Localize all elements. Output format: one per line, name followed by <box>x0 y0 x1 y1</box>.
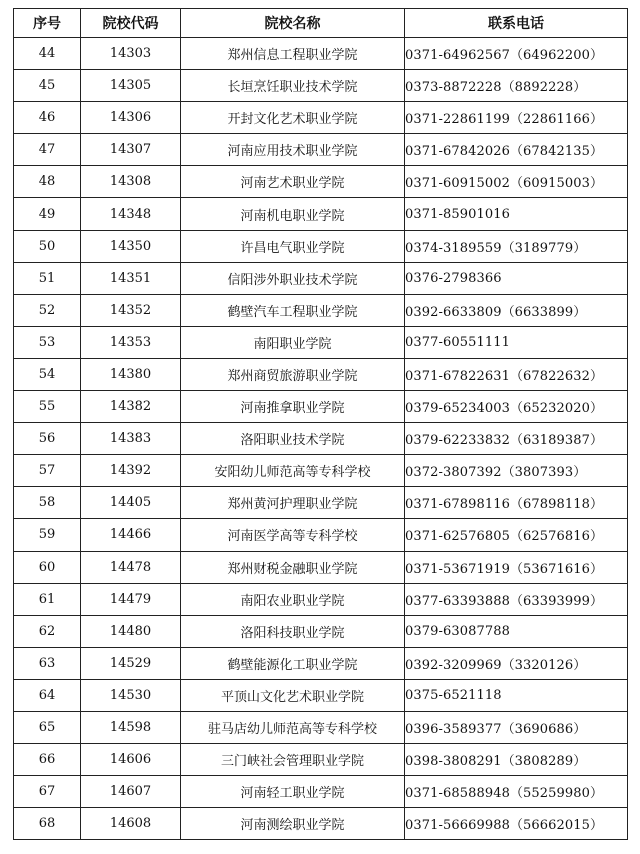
table-row <box>14 679 628 711</box>
college-code-cell: 14353 <box>81 326 181 358</box>
college-name-cell: 长垣烹饪职业技术学院 <box>181 70 405 102</box>
table-row <box>14 744 628 776</box>
table-row <box>14 487 628 519</box>
serial-number-cell: 65 <box>14 711 81 743</box>
serial-number-cell: 67 <box>14 776 81 808</box>
serial-number-cell: 58 <box>14 487 81 519</box>
serial-number-cell: 48 <box>14 166 81 198</box>
college-name-cell: 平顶山文化艺术职业学院 <box>181 679 405 711</box>
college-code-cell: 14479 <box>81 583 181 615</box>
table-body <box>14 38 628 840</box>
contact-phone-cell: 0377-63393888（63393999） <box>405 583 628 615</box>
contact-phone-cell: 0392-6633809（6633899） <box>405 294 628 326</box>
contact-phone-cell: 0371-85901016 <box>405 198 628 230</box>
college-code-cell: 14606 <box>81 744 181 776</box>
college-name-cell: 河南艺术职业学院 <box>181 166 405 198</box>
college-code-cell: 14405 <box>81 487 181 519</box>
college-code-cell: 14480 <box>81 615 181 647</box>
serial-number-cell: 64 <box>14 679 81 711</box>
college-name-cell: 安阳幼儿师范高等专科学校 <box>181 455 405 487</box>
table-row <box>14 519 628 551</box>
table-row <box>14 262 628 294</box>
serial-number-cell: 54 <box>14 358 81 390</box>
contact-phone-cell: 0376-2798366 <box>405 262 628 294</box>
college-code-cell: 14352 <box>81 294 181 326</box>
table-row <box>14 711 628 743</box>
table-row <box>14 358 628 390</box>
contact-phone-cell: 0396-3589377（3690686） <box>405 711 628 743</box>
serial-number-cell: 63 <box>14 647 81 679</box>
contact-phone-cell: 0375-6521118 <box>405 679 628 711</box>
table-row <box>14 166 628 198</box>
contact-phone-cell: 0379-62233832（63189387） <box>405 423 628 455</box>
contact-phone-cell: 0371-67822631（67822632） <box>405 358 628 390</box>
table-row <box>14 808 628 840</box>
table-row <box>14 134 628 166</box>
contact-phone-cell: 0371-56669988（56662015） <box>405 808 628 840</box>
serial-number-cell: 68 <box>14 808 81 840</box>
header-college-code: 院校代码 <box>81 9 181 38</box>
college-name-cell: 开封文化艺术职业学院 <box>181 102 405 134</box>
table-row <box>14 102 628 134</box>
college-code-cell: 14305 <box>81 70 181 102</box>
college-code-cell: 14351 <box>81 262 181 294</box>
header-serial-number: 序号 <box>14 9 81 38</box>
college-code-cell: 14598 <box>81 711 181 743</box>
college-name-cell: 河南轻工职业学院 <box>181 776 405 808</box>
college-code-cell: 14348 <box>81 198 181 230</box>
serial-number-cell: 52 <box>14 294 81 326</box>
college-code-cell: 14383 <box>81 423 181 455</box>
college-code-cell: 14350 <box>81 230 181 262</box>
college-code-cell: 14530 <box>81 679 181 711</box>
contact-phone-cell: 0377-60551111 <box>405 326 628 358</box>
table-row <box>14 455 628 487</box>
college-name-cell: 信阳涉外职业技术学院 <box>181 262 405 294</box>
serial-number-cell: 60 <box>14 551 81 583</box>
serial-number-cell: 61 <box>14 583 81 615</box>
table-row <box>14 551 628 583</box>
college-code-cell: 14382 <box>81 391 181 423</box>
college-code-cell: 14392 <box>81 455 181 487</box>
college-name-cell: 南阳职业学院 <box>181 326 405 358</box>
table-row <box>14 647 628 679</box>
contact-phone-cell: 0392-3209969（3320126） <box>405 647 628 679</box>
college-code-cell: 14466 <box>81 519 181 551</box>
college-name-cell: 南阳农业职业学院 <box>181 583 405 615</box>
contact-phone-cell: 0371-68588948（55259980） <box>405 776 628 808</box>
college-name-cell: 鹤壁汽车工程职业学院 <box>181 294 405 326</box>
contact-phone-cell: 0398-3808291（3808289） <box>405 744 628 776</box>
serial-number-cell: 53 <box>14 326 81 358</box>
contact-phone-cell: 0379-63087788 <box>405 615 628 647</box>
college-name-cell: 鹤壁能源化工职业学院 <box>181 647 405 679</box>
college-name-cell: 郑州商贸旅游职业学院 <box>181 358 405 390</box>
college-code-cell: 14607 <box>81 776 181 808</box>
college-name-cell: 洛阳职业技术学院 <box>181 423 405 455</box>
contact-phone-cell: 0371-62576805（62576816） <box>405 519 628 551</box>
college-name-cell: 郑州信息工程职业学院 <box>181 38 405 70</box>
college-name-cell: 河南医学高等专科学校 <box>181 519 405 551</box>
college-name-cell: 河南测绘职业学院 <box>181 808 405 840</box>
contact-phone-cell: 0374-3189559（3189779） <box>405 230 628 262</box>
table-row <box>14 776 628 808</box>
table-header-row <box>14 9 628 38</box>
contact-phone-cell: 0371-67898116（67898118） <box>405 487 628 519</box>
college-contact-table <box>13 8 628 840</box>
table-row <box>14 615 628 647</box>
college-name-cell: 郑州财税金融职业学院 <box>181 551 405 583</box>
college-code-cell: 14529 <box>81 647 181 679</box>
serial-number-cell: 51 <box>14 262 81 294</box>
college-name-cell: 河南机电职业学院 <box>181 198 405 230</box>
college-name-cell: 河南应用技术职业学院 <box>181 134 405 166</box>
contact-phone-cell: 0372-3807392（3807393） <box>405 455 628 487</box>
table-row <box>14 230 628 262</box>
table-row <box>14 38 628 70</box>
header-college-name: 院校名称 <box>181 9 405 38</box>
contact-phone-cell: 0379-65234003（65232020） <box>405 391 628 423</box>
serial-number-cell: 66 <box>14 744 81 776</box>
college-name-cell: 河南推拿职业学院 <box>181 391 405 423</box>
contact-phone-cell: 0371-64962567（64962200） <box>405 38 628 70</box>
serial-number-cell: 45 <box>14 70 81 102</box>
college-code-cell: 14380 <box>81 358 181 390</box>
college-name-cell: 洛阳科技职业学院 <box>181 615 405 647</box>
contact-phone-cell: 0371-60915002（60915003） <box>405 166 628 198</box>
header-contact-phone: 联系电话 <box>405 9 628 38</box>
serial-number-cell: 47 <box>14 134 81 166</box>
table-row <box>14 583 628 615</box>
table-row <box>14 294 628 326</box>
college-name-cell: 三门峡社会管理职业学院 <box>181 744 405 776</box>
college-name-cell: 郑州黄河护理职业学院 <box>181 487 405 519</box>
serial-number-cell: 59 <box>14 519 81 551</box>
table-row <box>14 391 628 423</box>
serial-number-cell: 55 <box>14 391 81 423</box>
college-code-cell: 14306 <box>81 102 181 134</box>
serial-number-cell: 50 <box>14 230 81 262</box>
table-row <box>14 70 628 102</box>
contact-phone-cell: 0373-8872228（8892228） <box>405 70 628 102</box>
table-row <box>14 326 628 358</box>
table-row <box>14 423 628 455</box>
college-code-cell: 14608 <box>81 808 181 840</box>
serial-number-cell: 56 <box>14 423 81 455</box>
serial-number-cell: 57 <box>14 455 81 487</box>
college-code-cell: 14303 <box>81 38 181 70</box>
college-code-cell: 14307 <box>81 134 181 166</box>
college-code-cell: 14478 <box>81 551 181 583</box>
college-name-cell: 许昌电气职业学院 <box>181 230 405 262</box>
contact-phone-cell: 0371-67842026（67842135） <box>405 134 628 166</box>
college-name-cell: 驻马店幼儿师范高等专科学校 <box>181 711 405 743</box>
college-code-cell: 14308 <box>81 166 181 198</box>
serial-number-cell: 62 <box>14 615 81 647</box>
serial-number-cell: 46 <box>14 102 81 134</box>
serial-number-cell: 44 <box>14 38 81 70</box>
contact-phone-cell: 0371-53671919（53671616） <box>405 551 628 583</box>
table-row <box>14 198 628 230</box>
serial-number-cell: 49 <box>14 198 81 230</box>
contact-phone-cell: 0371-22861199（22861166） <box>405 102 628 134</box>
